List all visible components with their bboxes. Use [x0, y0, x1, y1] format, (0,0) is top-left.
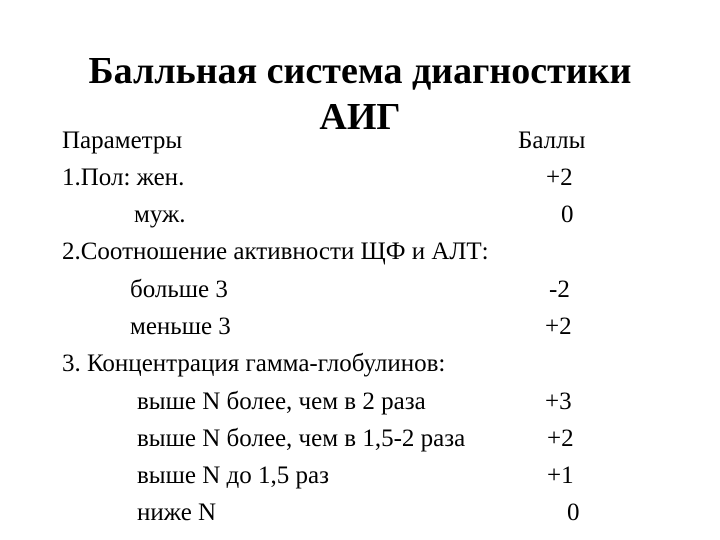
score-sex-male: 0 — [561, 201, 574, 228]
param-row-ratio-more-3: больше 3 — [130, 276, 228, 303]
score-gamma-above-1-5-2x: +2 — [547, 425, 574, 452]
param-row-gamma-above-1-5-2x: выше N более, чем в 1,5-2 раза — [137, 425, 466, 452]
header-score: Баллы — [518, 127, 586, 154]
param-row-alp-alt-ratio: 2.Соотношение активности ЩФ и АЛТ: — [62, 238, 489, 265]
param-row-sex-male: муж. — [134, 201, 186, 228]
title-line-2: АИГ — [319, 96, 401, 138]
param-row-ratio-less-3: меньше 3 — [130, 313, 231, 340]
param-row-gamma-below-n: ниже N — [137, 499, 217, 526]
score-gamma-below-n: 0 — [567, 499, 580, 526]
score-ratio-less-3: +2 — [545, 313, 572, 340]
score-ratio-more-3: -2 — [549, 276, 570, 303]
param-row-gamma-globulins: 3. Концентрация гамма-глобулинов: — [62, 350, 446, 377]
score-sex-female: +2 — [546, 164, 573, 191]
header-parameters: Параметры — [62, 127, 183, 154]
score-gamma-up-to-1-5x: +1 — [547, 462, 574, 489]
param-row-gamma-up-to-1-5x: выше N до 1,5 раз — [137, 462, 329, 489]
param-row-gamma-above-2x: выше N более, чем в 2 раза — [137, 388, 426, 415]
score-gamma-above-2x: +3 — [545, 388, 572, 415]
param-row-sex-female: 1.Пол: жен. — [62, 164, 185, 191]
title-line-1: Балльная система диагностики — [88, 50, 632, 92]
